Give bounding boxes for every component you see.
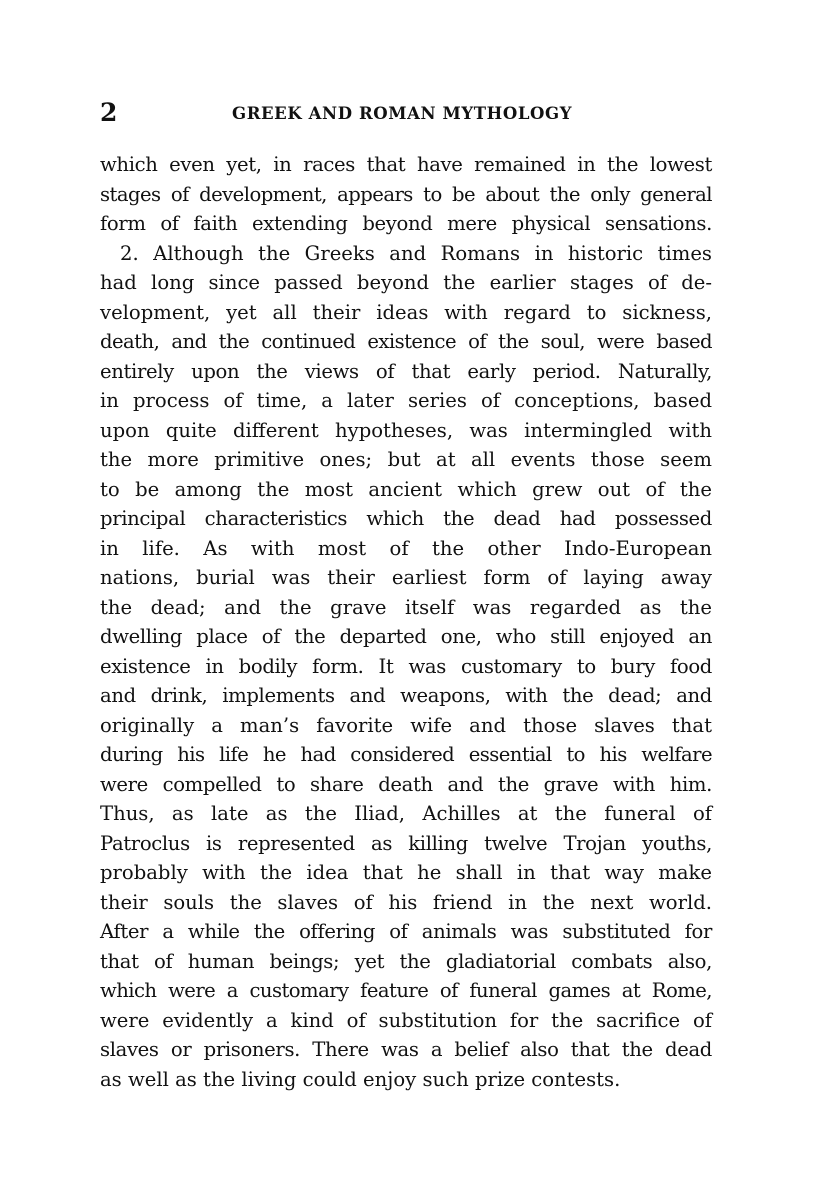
text-line: had long since passed beyond the earlier stages of de- [100, 271, 712, 294]
text-line: probably with the idea that he shall in that way make [100, 861, 712, 884]
text-line: that of human beings; yet the gladiatorial combats also, [100, 949, 712, 973]
text-line: After a while the offering of animals was substituted for [100, 920, 712, 943]
body-text [100, 150, 712, 1094]
text-line: slaves or prisoners. There was a belief also that the dead [100, 1038, 712, 1061]
text-line: death, and the continued existence of the soul, were based [100, 330, 712, 353]
text-line: upon quite different hypotheses, was intermingled with [100, 418, 712, 442]
text-line: in process of time, a later series of conceptions, based [100, 389, 712, 412]
text-line: which even yet, in races that have remained in the lowest [100, 153, 712, 176]
text-line: form of faith extending beyond mere physical sensations. [100, 212, 712, 235]
text-line: their souls the slaves of his friend in the next world. [100, 890, 712, 914]
text-line: nations, burial was their earliest form of laying away [100, 566, 712, 589]
text-line: principal characteristics which the dead had possessed [100, 507, 712, 530]
text-line: to be among the most ancient which grew out of the [100, 477, 712, 501]
text-line: originally a man’s favorite wife and those slaves that [100, 713, 712, 737]
text-line: during his life he had considered essential to his welfare [100, 743, 712, 766]
text-line: the dead; and the grave itself was regarded as the [100, 595, 712, 619]
text-line: Patroclus is represented as killing twelve Trojan youths, [100, 831, 712, 855]
text-line: velopment, yet all their ideas with regard to sickness, [100, 300, 712, 324]
page-number: 2 [100, 98, 118, 127]
page-header [100, 96, 712, 136]
text-line: in life. As with most of the other Indo-European [100, 536, 712, 560]
text-line: dwelling place of the departed one, who still enjoyed an [100, 625, 712, 648]
text-line: stages of development, appears to be about the only general [100, 182, 712, 206]
text-line: existence in bodily form. It was customary to bury food [100, 654, 712, 678]
paragraph-start-line: 2. Although the Greeks and Romans in historic times [120, 241, 712, 265]
running-title: GREEK AND ROMAN MYTHOLOGY [232, 104, 573, 123]
text-line: were evidently a kind of substitution for the sacrifice of [100, 1008, 712, 1032]
text-line: entirely upon the views of that early period. Naturally, [100, 359, 712, 383]
text-line: were compelled to share death and the grave with him. [100, 772, 712, 796]
text-line: and drink, implements and weapons, with the dead; and [100, 684, 712, 707]
paragraph-end-line: as well as the living could enjoy such prize contests. [100, 1067, 621, 1091]
text-line: Thus, as late as the Iliad, Achilles at the funeral of [100, 802, 712, 825]
text-line: the more primitive ones; but at all events those seem [100, 448, 712, 471]
text-line: which were a customary feature of funeral games at Rome, [100, 979, 712, 1002]
